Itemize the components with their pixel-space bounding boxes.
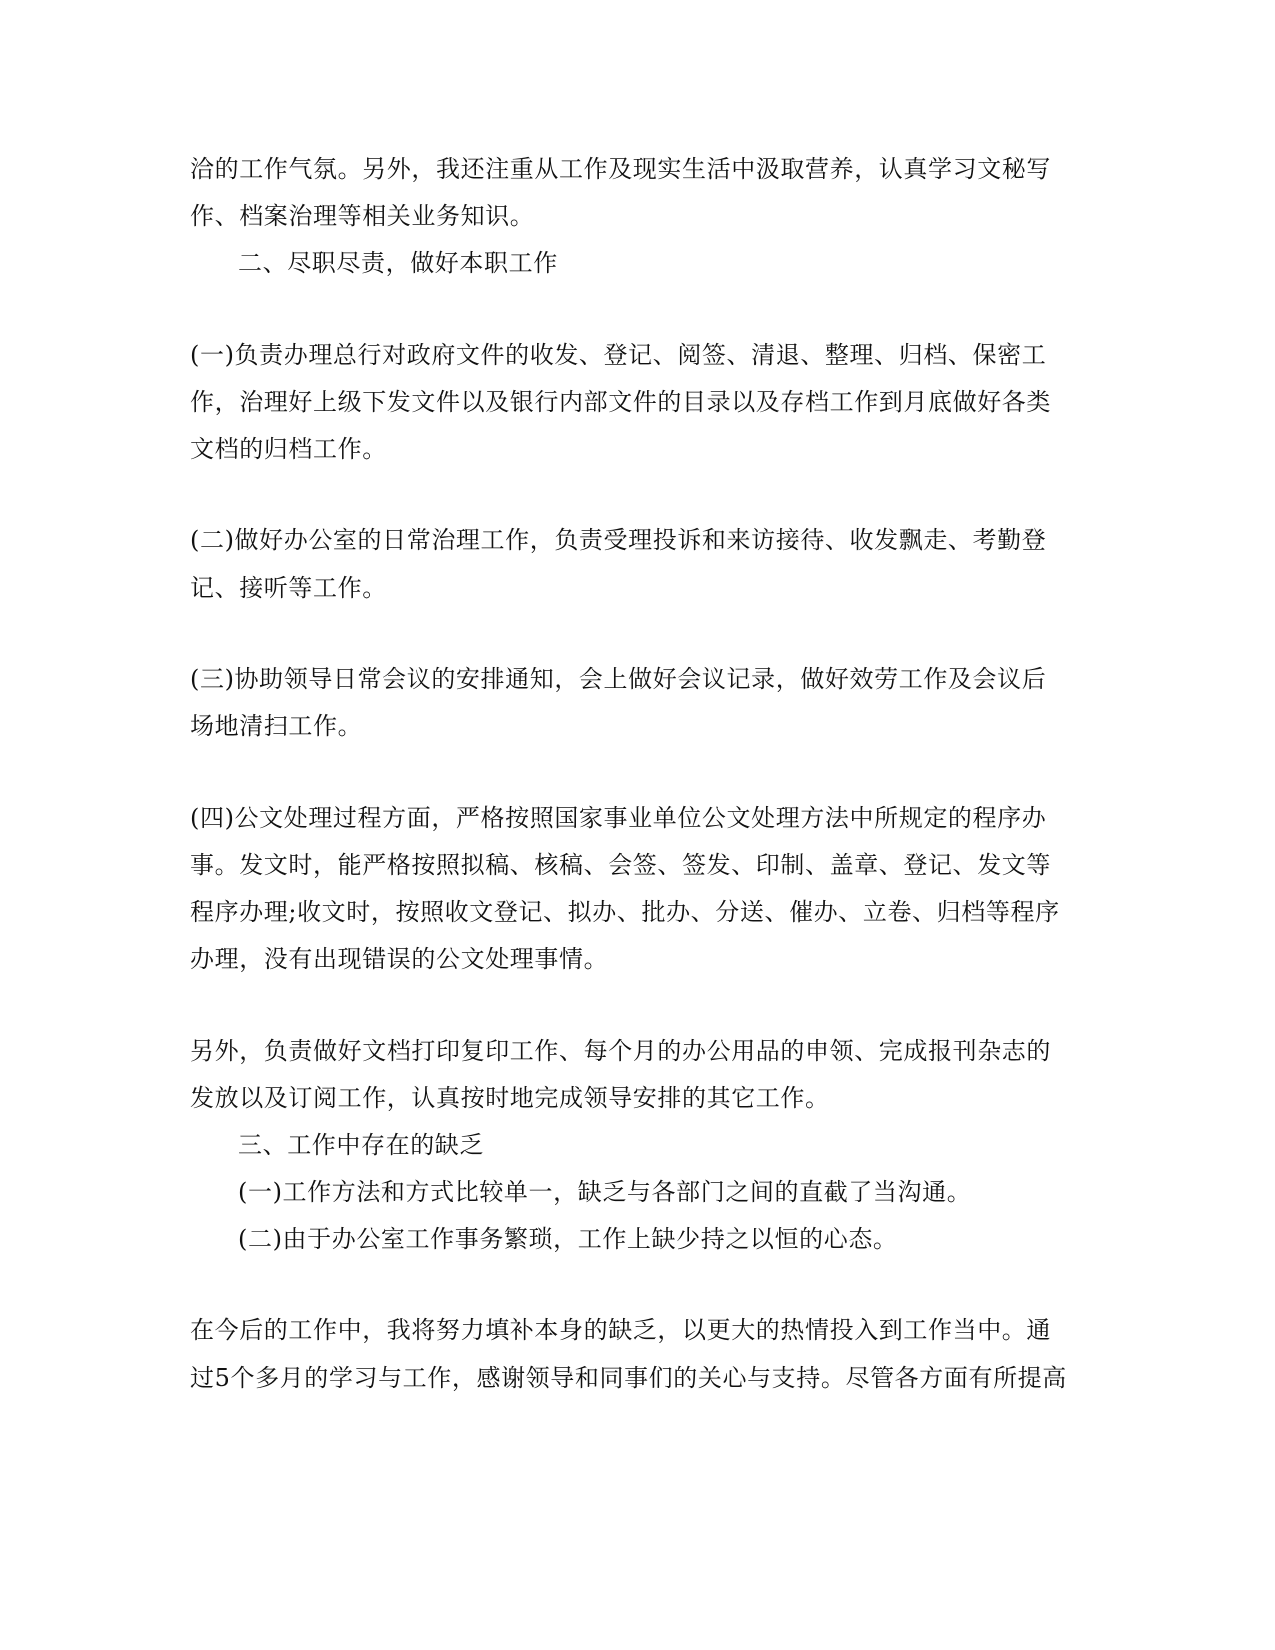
text-line: 另外，负责做好文档打印复印工作、每个月的办公用品的申领、完成报刊杂志的 [190, 1037, 1051, 1065]
text-line: 在今后的工作中，我将努力填补本身的缺乏，以更大的热情投入到工作当中。通 [190, 1316, 1051, 1344]
text-line: (二)由于办公室工作事务繁琐，工作上缺少持之以恒的心态。 [238, 1225, 898, 1253]
text-line: 场地清扫工作。 [190, 712, 363, 740]
section-heading: 二、尽职尽责，做好本职工作 [238, 249, 558, 277]
text-line: 作、档案治理等相关业务知识。 [190, 202, 535, 230]
text-line: 发放以及订阅工作，认真按时地完成领导安排的其它工作。 [190, 1084, 830, 1112]
text-line: (一)负责办理总行对政府文件的收发、登记、阅签、清退、整理、归档、保密工 [190, 341, 1047, 369]
text-line: (一)工作方法和方式比较单一，缺乏与各部门之间的直截了当沟通。 [238, 1178, 972, 1206]
section-heading: 三、工作中存在的缺乏 [238, 1131, 484, 1159]
text-line: 洽的工作气氛。另外，我还注重从工作及现实生活中汲取营养，认真学习文秘写 [190, 155, 1051, 183]
text-line: (四)公文处理过程方面，严格按照国家事业单位公文处理方法中所规定的程序办 [190, 804, 1047, 832]
text-line: 记、接听等工作。 [190, 574, 387, 602]
text-line: 作，治理好上级下发文件以及银行内部文件的目录以及存档工作到月底做好各类 [190, 388, 1051, 416]
text-line: 过5个多月的学习与工作，感谢领导和同事们的关心与支持。尽管各方面有所提高 [190, 1364, 1067, 1392]
text-line: 办理，没有出现错误的公文处理事情。 [190, 945, 609, 973]
text-line: 程序办理;收文时，按照收文登记、拟办、批办、分送、催办、立卷、归档等程序 [190, 898, 1060, 926]
text-line: 文档的归档工作。 [190, 435, 387, 463]
text-line: (二)做好办公室的日常治理工作，负责受理投诉和来访接待、收发飘走、考勤登 [190, 526, 1047, 554]
text-line: (三)协助领导日常会议的安排通知，会上做好会议记录，做好效劳工作及会议后 [190, 665, 1047, 693]
text-line: 事。发文时，能严格按照拟稿、核稿、会签、签发、印制、盖章、登记、发文等 [190, 851, 1051, 879]
